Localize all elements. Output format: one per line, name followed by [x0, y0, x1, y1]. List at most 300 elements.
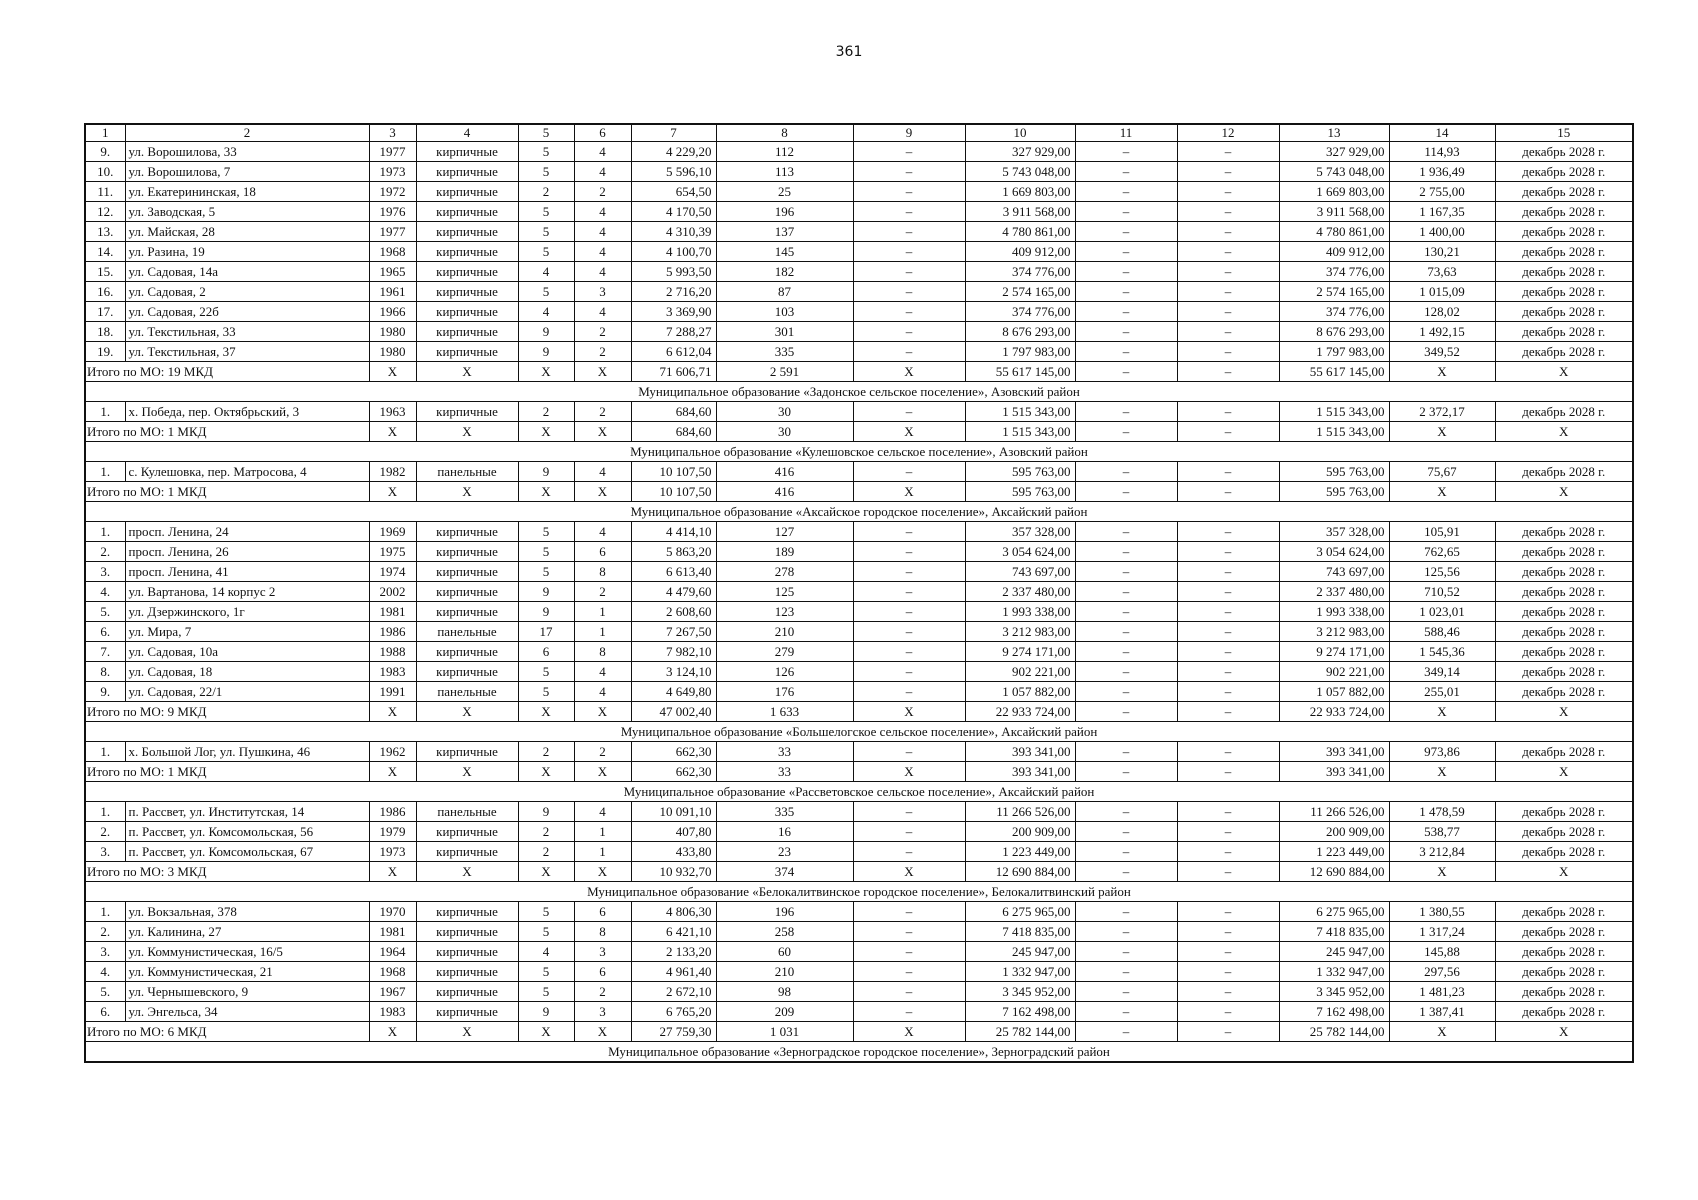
table-cell: 2 — [518, 402, 574, 422]
table-cell: – — [853, 562, 965, 582]
address-cell: ул. Ворошилова, 7 — [125, 162, 369, 182]
table-cell: 5 — [518, 142, 574, 162]
address-cell: ул. Вокзальная, 378 — [125, 902, 369, 922]
table-row — [85, 662, 1633, 682]
table-cell: 13. — [85, 222, 125, 242]
table-cell: декабрь 2028 г. — [1495, 642, 1633, 662]
column-number: 12 — [1177, 124, 1279, 142]
table-cell: 130,21 — [1389, 242, 1495, 262]
address-cell: ул. Садовая, 18 — [125, 662, 369, 682]
table-cell: 1 797 983,00 — [965, 342, 1075, 362]
total-label: Итого по МО: 3 МКД — [85, 862, 369, 882]
total-cell: X — [369, 482, 416, 502]
total-cell: X — [518, 362, 574, 382]
total-cell: 393 341,00 — [965, 762, 1075, 782]
table-cell: – — [853, 402, 965, 422]
table-row — [85, 802, 1633, 822]
table-cell: 75,67 — [1389, 462, 1495, 482]
table-cell: – — [853, 602, 965, 622]
table-cell: 87 — [716, 282, 853, 302]
table-cell: 1968 — [369, 962, 416, 982]
table-cell: 2 755,00 — [1389, 182, 1495, 202]
table-cell: 8. — [85, 662, 125, 682]
table-cell: 182 — [716, 262, 853, 282]
table-row — [85, 282, 1633, 302]
column-number: 10 — [965, 124, 1075, 142]
table-cell: 1 — [574, 822, 631, 842]
table-cell: 1 — [574, 842, 631, 862]
total-cell: 684,60 — [631, 422, 716, 442]
table-cell: 16 — [716, 822, 853, 842]
total-cell: X — [1495, 422, 1633, 442]
table-cell: 8 — [574, 642, 631, 662]
total-cell: X — [416, 422, 518, 442]
table-cell: 6. — [85, 622, 125, 642]
column-number-row — [85, 124, 1633, 142]
table-cell: 6 — [574, 902, 631, 922]
table-cell: – — [1177, 322, 1279, 342]
table-cell: – — [853, 742, 965, 762]
total-cell: 374 — [716, 862, 853, 882]
table-cell: 7. — [85, 642, 125, 662]
table-cell: – — [853, 162, 965, 182]
table-cell: – — [853, 922, 965, 942]
table-cell: 126 — [716, 662, 853, 682]
table-cell: 1983 — [369, 1002, 416, 1022]
table-cell: 4 — [518, 262, 574, 282]
table-cell: 1 545,36 — [1389, 642, 1495, 662]
table-cell: 2. — [85, 922, 125, 942]
table-cell: 5 — [518, 242, 574, 262]
total-label: Итого по МО: 1 МКД — [85, 482, 369, 502]
address-cell: ул. Екатерининская, 18 — [125, 182, 369, 202]
table-cell: 4 — [574, 662, 631, 682]
table-cell: 4 — [574, 262, 631, 282]
table-cell: 125 — [716, 582, 853, 602]
total-cell: 55 617 145,00 — [965, 362, 1075, 382]
table-cell: 2 337 480,00 — [965, 582, 1075, 602]
table-cell: 98 — [716, 982, 853, 1002]
table-cell: кирпичные — [416, 562, 518, 582]
total-row — [85, 482, 1633, 502]
table-row — [85, 142, 1633, 162]
address-cell: ул. Садовая, 10а — [125, 642, 369, 662]
table-cell: 3 212 983,00 — [965, 622, 1075, 642]
table-cell: декабрь 2028 г. — [1495, 982, 1633, 1002]
total-label: Итого по МО: 1 МКД — [85, 762, 369, 782]
table-cell: 3 212 983,00 — [1279, 622, 1389, 642]
table-cell: – — [1177, 182, 1279, 202]
total-cell: X — [853, 422, 965, 442]
table-cell: декабрь 2028 г. — [1495, 662, 1633, 682]
total-cell: – — [1075, 422, 1177, 442]
table-cell: 357 328,00 — [1279, 522, 1389, 542]
table-cell: – — [1075, 902, 1177, 922]
address-cell: ул. Дзержинского, 1г — [125, 602, 369, 622]
municipality-heading: Муниципальное образование «Задонское сельское поселение», Азовский район — [85, 382, 1633, 402]
table-cell: 9. — [85, 682, 125, 702]
table-cell: декабрь 2028 г. — [1495, 562, 1633, 582]
total-cell: – — [1075, 762, 1177, 782]
table-cell: – — [1177, 282, 1279, 302]
table-cell: 1 — [574, 622, 631, 642]
table-cell: 1 993 338,00 — [1279, 602, 1389, 622]
total-cell: X — [518, 482, 574, 502]
table-cell: декабрь 2028 г. — [1495, 342, 1633, 362]
table-cell: 595 763,00 — [965, 462, 1075, 482]
housing-register-table — [84, 123, 1634, 1063]
address-cell: ул. Заводская, 5 — [125, 202, 369, 222]
table-cell: 9 — [518, 1002, 574, 1022]
table-cell: 189 — [716, 542, 853, 562]
table-cell: 6 275 965,00 — [1279, 902, 1389, 922]
address-cell: ул. Чернышевского, 9 — [125, 982, 369, 1002]
table-cell: 114,93 — [1389, 142, 1495, 162]
table-cell: – — [853, 262, 965, 282]
table-cell: кирпичные — [416, 982, 518, 1002]
table-row — [85, 1002, 1633, 1022]
total-cell: – — [1177, 762, 1279, 782]
total-cell: 393 341,00 — [1279, 762, 1389, 782]
table-cell: 3 054 624,00 — [965, 542, 1075, 562]
total-cell: 1 633 — [716, 702, 853, 722]
table-cell: кирпичные — [416, 302, 518, 322]
address-cell: ул. Садовая, 22/1 — [125, 682, 369, 702]
table-cell: – — [853, 522, 965, 542]
table-cell: 137 — [716, 222, 853, 242]
table-cell: – — [1075, 802, 1177, 822]
table-cell: декабрь 2028 г. — [1495, 462, 1633, 482]
table-cell: декабрь 2028 г. — [1495, 402, 1633, 422]
table-cell: 538,77 — [1389, 822, 1495, 842]
table-cell: – — [1075, 302, 1177, 322]
total-cell: 662,30 — [631, 762, 716, 782]
table-cell: 6 275 965,00 — [965, 902, 1075, 922]
table-cell: – — [1075, 622, 1177, 642]
table-cell: 1. — [85, 462, 125, 482]
table-cell: кирпичные — [416, 962, 518, 982]
table-cell: – — [1075, 642, 1177, 662]
table-row — [85, 842, 1633, 862]
table-cell: 1973 — [369, 162, 416, 182]
table-cell: 1980 — [369, 342, 416, 362]
total-cell: X — [1495, 862, 1633, 882]
column-number: 2 — [125, 124, 369, 142]
table-cell: – — [1177, 822, 1279, 842]
table-cell: – — [853, 662, 965, 682]
table-cell: 7 418 835,00 — [965, 922, 1075, 942]
table-cell: – — [1075, 202, 1177, 222]
table-cell: кирпичные — [416, 942, 518, 962]
column-number: 13 — [1279, 124, 1389, 142]
address-cell: п. Рассвет, ул. Комсомольская, 67 — [125, 842, 369, 862]
table-row — [85, 962, 1633, 982]
total-cell: X — [1389, 702, 1495, 722]
total-row — [85, 762, 1633, 782]
table-cell: 8 — [574, 562, 631, 582]
table-cell: 60 — [716, 942, 853, 962]
table-row — [85, 742, 1633, 762]
table-cell: 176 — [716, 682, 853, 702]
table-cell: 5 — [518, 962, 574, 982]
municipality-heading: Муниципальное образование «Большелогское сельское поселение», Аксайский район — [85, 722, 1633, 742]
table-cell: 5 596,10 — [631, 162, 716, 182]
total-cell: 12 690 884,00 — [965, 862, 1075, 882]
table-cell: 2 372,17 — [1389, 402, 1495, 422]
total-cell: X — [574, 702, 631, 722]
table-cell: – — [853, 982, 965, 1002]
total-cell: X — [416, 482, 518, 502]
table-cell: – — [853, 542, 965, 562]
table-cell: кирпичные — [416, 842, 518, 862]
table-cell: 4 649,80 — [631, 682, 716, 702]
total-cell: X — [518, 702, 574, 722]
table-cell: декабрь 2028 г. — [1495, 162, 1633, 182]
table-cell: 278 — [716, 562, 853, 582]
table-cell: 6 — [518, 642, 574, 662]
table-cell: 1970 — [369, 902, 416, 922]
table-cell: – — [1177, 842, 1279, 862]
table-cell: – — [1075, 542, 1177, 562]
table-cell: декабрь 2028 г. — [1495, 962, 1633, 982]
table-cell: 4 — [574, 462, 631, 482]
column-number: 5 — [518, 124, 574, 142]
table-cell: 5 — [518, 202, 574, 222]
table-cell: – — [1177, 582, 1279, 602]
table-cell: 9 — [518, 802, 574, 822]
table-cell: 5 — [518, 522, 574, 542]
table-cell: 10 091,10 — [631, 802, 716, 822]
total-cell: X — [518, 422, 574, 442]
table-cell: 1980 — [369, 322, 416, 342]
total-cell: – — [1177, 862, 1279, 882]
table-cell: – — [1177, 342, 1279, 362]
table-cell: декабрь 2028 г. — [1495, 742, 1633, 762]
total-cell: 416 — [716, 482, 853, 502]
table-cell: 1963 — [369, 402, 416, 422]
column-number: 15 — [1495, 124, 1633, 142]
table-cell: 1988 — [369, 642, 416, 662]
address-cell: с. Кулешовка, пер. Матросова, 4 — [125, 462, 369, 482]
table-cell: 902 221,00 — [1279, 662, 1389, 682]
total-cell: X — [518, 762, 574, 782]
address-cell: ул. Мира, 7 — [125, 622, 369, 642]
table-cell: – — [1177, 642, 1279, 662]
table-cell: кирпичные — [416, 522, 518, 542]
table-cell: 1 223 449,00 — [965, 842, 1075, 862]
table-row — [85, 302, 1633, 322]
municipality-section-row — [85, 502, 1633, 522]
total-cell: X — [369, 762, 416, 782]
table-cell: 2 — [574, 322, 631, 342]
table-cell: 2 — [574, 342, 631, 362]
table-cell: – — [853, 1002, 965, 1022]
table-cell: панельные — [416, 682, 518, 702]
total-cell: X — [1389, 422, 1495, 442]
table-cell: 1968 — [369, 242, 416, 262]
table-cell: – — [1177, 1002, 1279, 1022]
total-cell: X — [369, 422, 416, 442]
table-cell: – — [853, 342, 965, 362]
table-cell: – — [1177, 162, 1279, 182]
table-cell: 1966 — [369, 302, 416, 322]
total-cell: X — [1389, 482, 1495, 502]
table-row — [85, 222, 1633, 242]
table-row — [85, 342, 1633, 362]
total-cell: – — [1177, 702, 1279, 722]
table-cell: 4 229,20 — [631, 142, 716, 162]
total-cell: 10 107,50 — [631, 482, 716, 502]
table-cell: 11 266 526,00 — [965, 802, 1075, 822]
column-number: 14 — [1389, 124, 1495, 142]
table-cell: 1 515 343,00 — [1279, 402, 1389, 422]
table-cell: 1982 — [369, 462, 416, 482]
table-cell: – — [1075, 282, 1177, 302]
table-cell: кирпичные — [416, 222, 518, 242]
table-cell: 374 776,00 — [965, 302, 1075, 322]
table-cell: 4 780 861,00 — [965, 222, 1075, 242]
table-cell: 5 743 048,00 — [965, 162, 1075, 182]
table-cell: 5 — [518, 662, 574, 682]
table-cell: 9 — [518, 602, 574, 622]
total-cell: X — [416, 762, 518, 782]
table-cell: 10. — [85, 162, 125, 182]
municipality-section-row — [85, 882, 1633, 902]
table-cell: 17 — [518, 622, 574, 642]
table-cell: 335 — [716, 342, 853, 362]
table-cell: кирпичные — [416, 282, 518, 302]
total-label: Итого по МО: 1 МКД — [85, 422, 369, 442]
table-cell: кирпичные — [416, 642, 518, 662]
total-label: Итого по МО: 6 МКД — [85, 1022, 369, 1042]
total-row — [85, 422, 1633, 442]
table-cell: панельные — [416, 622, 518, 642]
table-cell: – — [1177, 902, 1279, 922]
table-cell: 7 162 498,00 — [965, 1002, 1075, 1022]
table-cell: 209 — [716, 1002, 853, 1022]
address-cell: ул. Садовая, 14а — [125, 262, 369, 282]
table-cell: 210 — [716, 622, 853, 642]
table-cell: – — [853, 642, 965, 662]
address-cell: ул. Ворошилова, 33 — [125, 142, 369, 162]
table-cell: декабрь 2028 г. — [1495, 922, 1633, 942]
total-cell: X — [416, 862, 518, 882]
total-cell: X — [1389, 862, 1495, 882]
total-cell: X — [369, 862, 416, 882]
table-cell: 6 612,04 — [631, 342, 716, 362]
total-row — [85, 702, 1633, 722]
table-row — [85, 542, 1633, 562]
table-cell: – — [853, 282, 965, 302]
table-cell: 2 608,60 — [631, 602, 716, 622]
table-row — [85, 902, 1633, 922]
table-cell: 2 133,20 — [631, 942, 716, 962]
table-cell: 5 — [518, 162, 574, 182]
table-cell: 5 — [518, 922, 574, 942]
table-cell: – — [1177, 602, 1279, 622]
municipality-section-row — [85, 722, 1633, 742]
table-cell: 2 574 165,00 — [1279, 282, 1389, 302]
address-cell: ул. Текстильная, 37 — [125, 342, 369, 362]
total-cell: X — [574, 1022, 631, 1042]
table-cell: – — [1075, 522, 1177, 542]
table-cell: 762,65 — [1389, 542, 1495, 562]
table-cell: 8 676 293,00 — [965, 322, 1075, 342]
table-cell: 4 — [574, 302, 631, 322]
table-cell: 3 911 568,00 — [1279, 202, 1389, 222]
table-row — [85, 642, 1633, 662]
table-cell: – — [853, 822, 965, 842]
table-row — [85, 562, 1633, 582]
total-cell: 1 031 — [716, 1022, 853, 1042]
table-cell: 1 400,00 — [1389, 222, 1495, 242]
table-cell: – — [853, 182, 965, 202]
table-cell: 255,01 — [1389, 682, 1495, 702]
table-cell: 4 310,39 — [631, 222, 716, 242]
table-cell: 14. — [85, 242, 125, 262]
municipality-section-row — [85, 1042, 1633, 1063]
table-cell: – — [1177, 462, 1279, 482]
total-cell: X — [853, 762, 965, 782]
table-cell: кирпичные — [416, 182, 518, 202]
table-row — [85, 602, 1633, 622]
table-cell: – — [853, 242, 965, 262]
table-cell: 196 — [716, 902, 853, 922]
table-cell: 9 274 171,00 — [965, 642, 1075, 662]
table-cell: 3 054 624,00 — [1279, 542, 1389, 562]
table-cell: декабрь 2028 г. — [1495, 902, 1633, 922]
table-cell: – — [1075, 742, 1177, 762]
table-cell: кирпичные — [416, 262, 518, 282]
table-cell: 595 763,00 — [1279, 462, 1389, 482]
table-cell: декабрь 2028 г. — [1495, 242, 1633, 262]
table-cell: декабрь 2028 г. — [1495, 202, 1633, 222]
table-cell: 279 — [716, 642, 853, 662]
address-cell: ул. Садовая, 22б — [125, 302, 369, 322]
total-cell: 33 — [716, 762, 853, 782]
table-cell: декабрь 2028 г. — [1495, 182, 1633, 202]
total-cell: X — [1495, 362, 1633, 382]
total-label: Итого по МО: 9 МКД — [85, 702, 369, 722]
table-cell: 7 982,10 — [631, 642, 716, 662]
table-cell: декабрь 2028 г. — [1495, 622, 1633, 642]
table-cell: – — [853, 942, 965, 962]
table-cell: – — [1177, 402, 1279, 422]
table-cell: 2 672,10 — [631, 982, 716, 1002]
total-row — [85, 862, 1633, 882]
table-cell: 245 947,00 — [965, 942, 1075, 962]
table-cell: 1969 — [369, 522, 416, 542]
table-cell: 1964 — [369, 942, 416, 962]
table-cell: – — [1075, 222, 1177, 242]
table-cell: 4 — [574, 222, 631, 242]
total-cell: X — [1495, 1022, 1633, 1042]
table-cell: 357 328,00 — [965, 522, 1075, 542]
address-cell: х. Большой Лог, ул. Пушкина, 46 — [125, 742, 369, 762]
table-cell: – — [1177, 142, 1279, 162]
total-cell: 27 759,30 — [631, 1022, 716, 1042]
table-cell: декабрь 2028 г. — [1495, 682, 1633, 702]
table-cell: 4 100,70 — [631, 242, 716, 262]
table-cell: 1991 — [369, 682, 416, 702]
table-cell: 433,80 — [631, 842, 716, 862]
table-cell: – — [853, 202, 965, 222]
table-cell: 1981 — [369, 922, 416, 942]
table-row — [85, 242, 1633, 262]
table-cell: 5 — [518, 282, 574, 302]
table-row — [85, 162, 1633, 182]
municipality-section-row — [85, 442, 1633, 462]
